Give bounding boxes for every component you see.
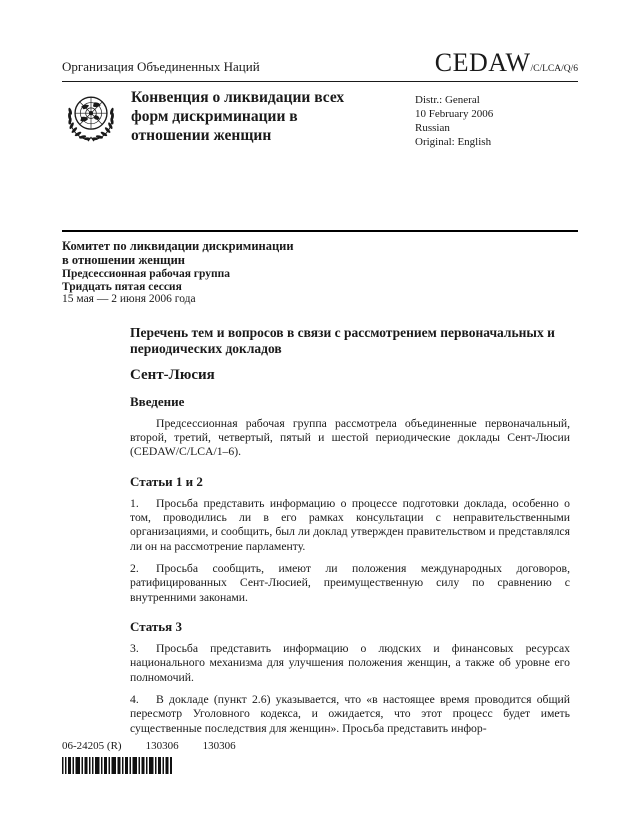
- paragraph-text: В докладе (пункт 2.6) указывается, что «в настоящее время проводится общий пересмотр Уголовного кодекса, и ожидается, что этот процесс будет иметь существенные последствия для женщин». Просьба представить инфор-: [130, 692, 570, 735]
- document-body: [130, 325, 570, 737]
- paragraph-text: Предсессионная рабочая группа рассмотрела объединенные первоначальный, второй, третий, четвертый, пятый и шестой периодические доклады Сент-Люсии (CEDAW/C/LCA/1–6).: [130, 416, 570, 459]
- distr-line-original: Original: English: [415, 136, 492, 148]
- paragraph-text: Просьба представить информацию о процессе подготовки доклада, особенно о том, проводились ли в его рамках консультации с неправительственными организациями, и сообщить, был ли доклад утвержден правительством и представлялся ли он на рассмотрение парламенту.: [130, 496, 570, 553]
- country-title: Сент-Люсия: [130, 366, 215, 383]
- footer-code-1: 130306: [145, 740, 179, 752]
- barcode-icon: [62, 757, 236, 779]
- session-title: Тридцать пятая сессия: [62, 280, 182, 293]
- org-name: Организация Объединенных Наций: [62, 59, 260, 74]
- paragraph-3: [130, 642, 570, 685]
- document-title: Перечень тем и вопросов в связи с рассмотрением первоначальных и периодических докладов: [130, 324, 555, 356]
- committee-name-line2: в отношении женщин: [62, 252, 185, 267]
- page-footer: [62, 740, 236, 779]
- distr-block: [415, 88, 578, 149]
- session-dates: 15 мая — 2 июня 2006 года: [62, 293, 196, 305]
- committee-name-line1: Комитет по ликвидации дискриминации: [62, 239, 294, 253]
- distr-line-general: Distr.: General: [415, 94, 480, 106]
- section-heading-introduction: Введение: [130, 393, 185, 409]
- paragraph-text: Просьба сообщить, имеют ли положения международных договоров, ратифицированных Сент-Люсией, преимущественную силу по сравнению с внутренними законами.: [130, 561, 570, 604]
- working-group: Предсессионная рабочая группа: [62, 268, 231, 280]
- doc-symbol: [435, 48, 578, 78]
- paragraph-intro: [130, 417, 570, 460]
- convention-title: Конвенция о ликвидации всех форм дискриминации в отношении женщин: [131, 89, 345, 144]
- distr-line-language: Russian: [415, 122, 450, 134]
- separator-rule: [62, 230, 578, 232]
- paragraph-4: [130, 693, 570, 736]
- footer-line: [62, 740, 236, 753]
- paragraph-number: 2.: [130, 561, 139, 575]
- masthead: [62, 48, 578, 78]
- committee-block: [62, 240, 578, 306]
- masthead-main: [62, 88, 578, 149]
- un-emblem-icon: [62, 89, 120, 147]
- paragraph-1: [130, 497, 570, 554]
- doc-symbol-suffix: /C/LCA/Q/6: [530, 64, 578, 74]
- paragraph-text: Просьба представить информацию о людских и финансовых ресурсах национального механизма для улучшения положения женщин, а также об уровне его полномочий.: [130, 641, 570, 684]
- distr-line-date: 10 February 2006: [415, 108, 494, 120]
- footer-code-2: 130306: [202, 740, 236, 752]
- paragraph-number: 4.: [130, 692, 139, 706]
- paragraph-number: 1.: [130, 496, 139, 510]
- header-rule: [62, 81, 578, 82]
- paragraph-2: [130, 562, 570, 605]
- footer-doc-number: 06-24205 (R): [62, 740, 122, 752]
- section-heading-article-3: Статья 3: [130, 618, 182, 634]
- doc-symbol-main: CEDAW: [434, 48, 531, 77]
- paragraph-number: 3.: [130, 641, 139, 655]
- section-heading-articles-1-2: Статьи 1 и 2: [130, 473, 203, 489]
